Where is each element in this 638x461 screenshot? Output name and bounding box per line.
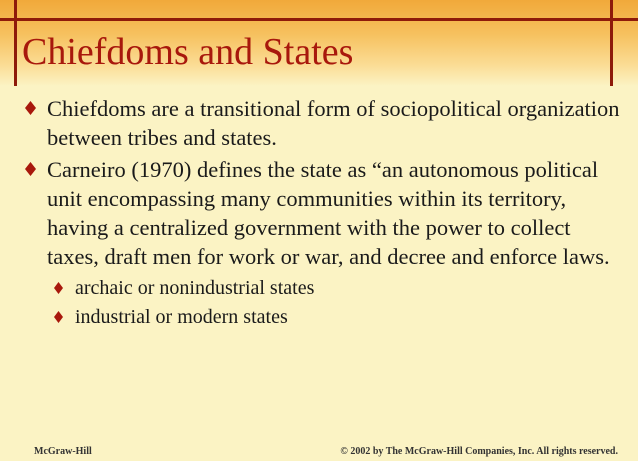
header-rule-right — [610, 0, 613, 86]
subbullet-text: archaic or nonindustrial states — [75, 277, 315, 299]
bullet-item — [22, 155, 622, 271]
header-rule-horizontal — [0, 18, 638, 21]
bullet-item — [22, 94, 622, 152]
subbullet-text: industrial or modern states — [75, 306, 288, 328]
footer-publisher: McGraw-Hill — [34, 446, 92, 457]
footer-copyright: © 2002 by The McGraw-Hill Companies, Inc. All rights reserved. — [340, 446, 618, 457]
diamond-bullet-icon — [25, 94, 43, 115]
slide-title: Chiefdoms and States — [22, 31, 354, 73]
subbullet-item — [22, 274, 622, 303]
slide-body — [22, 94, 622, 332]
header-rule-left — [14, 0, 17, 86]
bullet-text: Carneiro (1970) defines the state as “an autonomous political unit encompassing many communities within its territory, having a centralized government with the power to collect taxes, draft men for work or war, and decree and enforce laws. — [47, 157, 610, 269]
diamond-bullet-icon — [54, 303, 63, 323]
bullet-text: Chiefdoms are a transitional form of sociopolitical organization between tribes and states. — [47, 96, 620, 150]
diamond-bullet-icon — [25, 155, 43, 176]
diamond-bullet-icon — [54, 274, 63, 294]
subbullet-item — [22, 303, 622, 332]
